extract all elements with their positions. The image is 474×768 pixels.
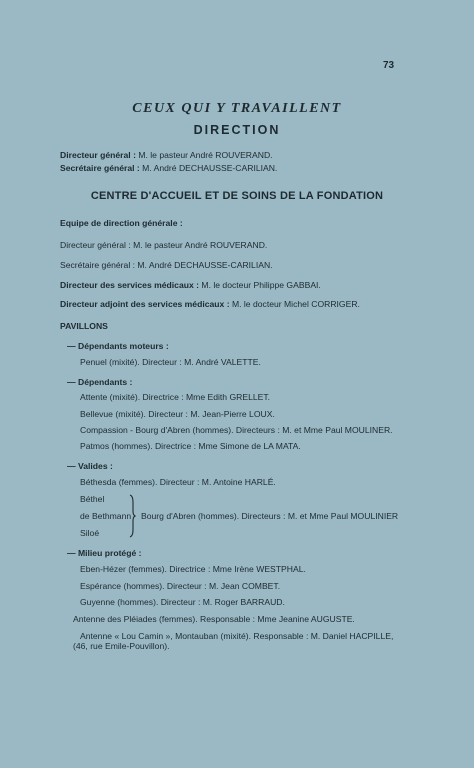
group-title: — Milieu protégé : <box>67 548 142 558</box>
group-line: Penuel (mixité). Directeur : M. André VALETTE. <box>80 357 261 367</box>
equipe-line <box>60 299 360 310</box>
role-label: Secrétaire général : <box>60 260 135 270</box>
group-title: — Valides : <box>67 461 113 471</box>
direction-line <box>60 150 273 161</box>
equipe-line <box>60 260 273 271</box>
group-title: — Dépendants moteurs : <box>67 341 169 351</box>
role-value: M. le docteur Philippe GABBAI. <box>201 280 321 290</box>
role-label: Secrétaire général : <box>60 163 140 173</box>
equipe-line <box>60 280 321 291</box>
role-value: M. André DECHAUSSE-CARILIAN. <box>137 260 273 270</box>
page-title: CEUX QUI Y TRAVAILLENT <box>132 101 342 116</box>
bracket-text: Bourg d'Abren (hommes). Directeurs : M. et Mme Paul MOULINIER <box>141 511 399 521</box>
equipe-line <box>60 240 267 251</box>
curly-bracket-icon <box>128 494 136 538</box>
group-line: (46, rue Emile-Pouvillon). <box>73 641 170 651</box>
group-line: Patmos (hommes). Directrice : Mme Simone de LA MATA. <box>80 441 301 451</box>
role-label: Directeur des services médicaux : <box>60 280 200 290</box>
role-label: Directeur général : <box>60 240 131 250</box>
bracket-item: Béthel <box>80 494 105 504</box>
page-number: 73 <box>383 60 395 71</box>
group-line: Attente (mixité). Directrice : Mme Edith GRELLET. <box>80 392 271 402</box>
role-value: M. le docteur Michel CORRIGER. <box>231 299 360 309</box>
pavillons-title: PAVILLONS <box>60 321 108 331</box>
role-value: M. André DECHAUSSE-CARILIAN. <box>142 163 278 173</box>
bracket-item: Siloé <box>80 528 100 538</box>
section-title-direction: DIRECTION <box>193 123 281 137</box>
role-label: Directeur adjoint des services médicaux : <box>60 299 230 309</box>
group-line: Antenne « Lou Camin », Montauban (mixité). Responsable : M. Daniel HACPILLE, <box>80 631 394 641</box>
bracket-item: de Bethmann <box>80 511 132 521</box>
group-title: — Dépendants : <box>67 377 133 387</box>
role-label: Directeur général : <box>60 150 136 160</box>
section-title-centre: CENTRE D'ACCUEIL ET DE SOINS DE LA FONDATION <box>90 190 384 202</box>
equipe-title: Equipe de direction générale : <box>60 218 183 228</box>
direction-line <box>60 163 277 174</box>
group-line: Bellevue (mixité). Directeur : M. Jean-Pierre LOUX. <box>80 409 275 419</box>
group-line: Guyenne (hommes). Directeur : M. Roger BARRAUD. <box>80 597 285 607</box>
group-line: Eben-Hézer (femmes). Directrice : Mme Irène WESTPHAL. <box>80 564 306 574</box>
group-line: Béthesda (femmes). Directeur : M. Antoine HARLÉ. <box>80 477 276 487</box>
group-line: Compassion - Bourg d'Abren (hommes). Directeurs : M. et Mme Paul MOULINER. <box>80 425 393 435</box>
role-value: M. le pasteur André ROUVERAND. <box>138 150 273 160</box>
group-line: Antenne des Pléiades (femmes). Responsable : Mme Jeanine AUGUSTE. <box>73 614 355 624</box>
role-value: M. le pasteur André ROUVERAND. <box>133 240 268 250</box>
group-line: Espérance (hommes). Directeur : M. Jean COMBET. <box>80 581 281 591</box>
